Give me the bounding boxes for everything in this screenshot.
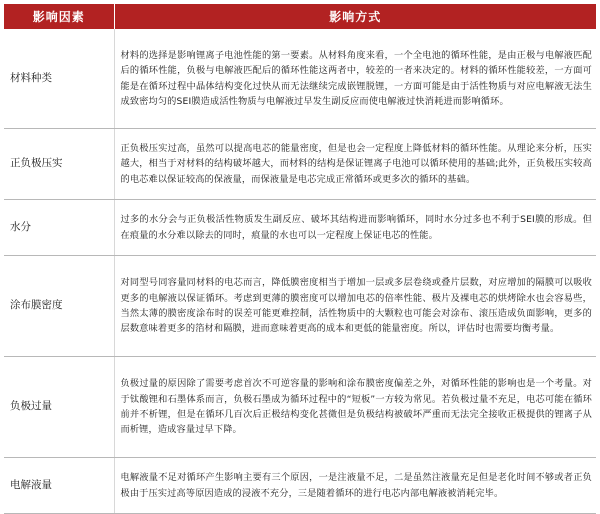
factor-cell: 负极过量: [4, 357, 114, 458]
description-cell: 材料的选择是影响锂离子电池性能的第一要素。从材料角度来看，一个全电池的循环性能，是由正极与电解液匹配后的循环性能，负极与电解液匹配后的循环性能这两者中，较差的一者来决定的。材料的循环性能较差，一方面可能是在循环过程中晶体结构变化过快从而无法继续完成嵌锂脱锂，一方面可能是由于活性物质与对应电解液无法生成致密均匀的SEI膜造成活性物质与电解液过早发生副反应而使电解液过快消耗进而影响循环。: [114, 29, 596, 129]
impact-factor-table: [4, 4, 596, 514]
table-header: [4, 4, 596, 29]
factor-cell: 涂布膜密度: [4, 256, 114, 357]
description-cell: 电解液量不足对循环产生影响主要有三个原因，一是注液量不足，二是虽然注液量充足但是老化时间不够或者正负极由于压实过高等原因造成的浸液不充分，三是随着循环的进行电芯内部电解液被消耗完毕。: [114, 458, 596, 514]
factor-cell: 正负极压实: [4, 129, 114, 200]
table-body: [4, 29, 596, 514]
table-row: [4, 357, 596, 458]
description-cell: 正负极压实过高，虽然可以提高电芯的能量密度，但是也会一定程度上降低材料的循环性能。从理论来分析，压实越大，相当于对材料的结构破坏越大，而材料的结构是保证锂离子电池可以循环使用的基础;此外，正负极压实较高的电芯难以保证较高的保液量，而保液量是电芯完成正常循环或更多次的循环的基础。: [114, 129, 596, 200]
table-row: [4, 29, 596, 129]
header-mode: 影响方式: [114, 4, 596, 29]
table-row: [4, 458, 596, 514]
description-cell: 过多的水分会与正负极活性物质发生副反应、破坏其结构进而影响循环，同时水分过多也不利于SEI膜的形成。但在痕量的水分难以除去的同时，痕量的水也可以一定程度上保证电芯的性能。: [114, 200, 596, 256]
table-row: [4, 129, 596, 200]
header-factor: 影响因素: [4, 4, 114, 29]
description-cell: 对同型号同容量同材料的电芯而言，降低膜密度相当于增加一层或多层卷绕或叠片层数，对应增加的隔膜可以吸收更多的电解液以保证循环。考虑到更薄的膜密度可以增加电芯的倍率性能、极片及裸电芯的烘烤除水也会容易些，当然太薄的膜密度涂布时的误差可能更难控制，活性物质中的大颗粒也可能会对涂布、滚压造成负面影响，更多的层数意味着更多的箔材和隔膜，进而意味着更高的成本和更低的能量密度。所以，评估时也需要均衡考量。: [114, 256, 596, 357]
factor-cell: 水分: [4, 200, 114, 256]
table-row: [4, 256, 596, 357]
description-cell: 负极过量的原因除了需要考虑首次不可逆容量的影响和涂布膜密度偏差之外，对循环性能的影响也是一个考量。对于钛酸锂和石墨体系而言，负极石墨成为循环过程中的“短板”一方较为常见。若负极过量不充足，电芯可能在循环前并不析锂，但是在循环几百次后正极结构变化甚微但是负极结构被破坏严重而无法完全接收正极提供的锂离子从而析锂，造成容量过早下降。: [114, 357, 596, 458]
header-row: [4, 4, 596, 29]
factor-cell: 电解液量: [4, 458, 114, 514]
table-row: [4, 200, 596, 256]
factor-cell: 材料种类: [4, 29, 114, 129]
